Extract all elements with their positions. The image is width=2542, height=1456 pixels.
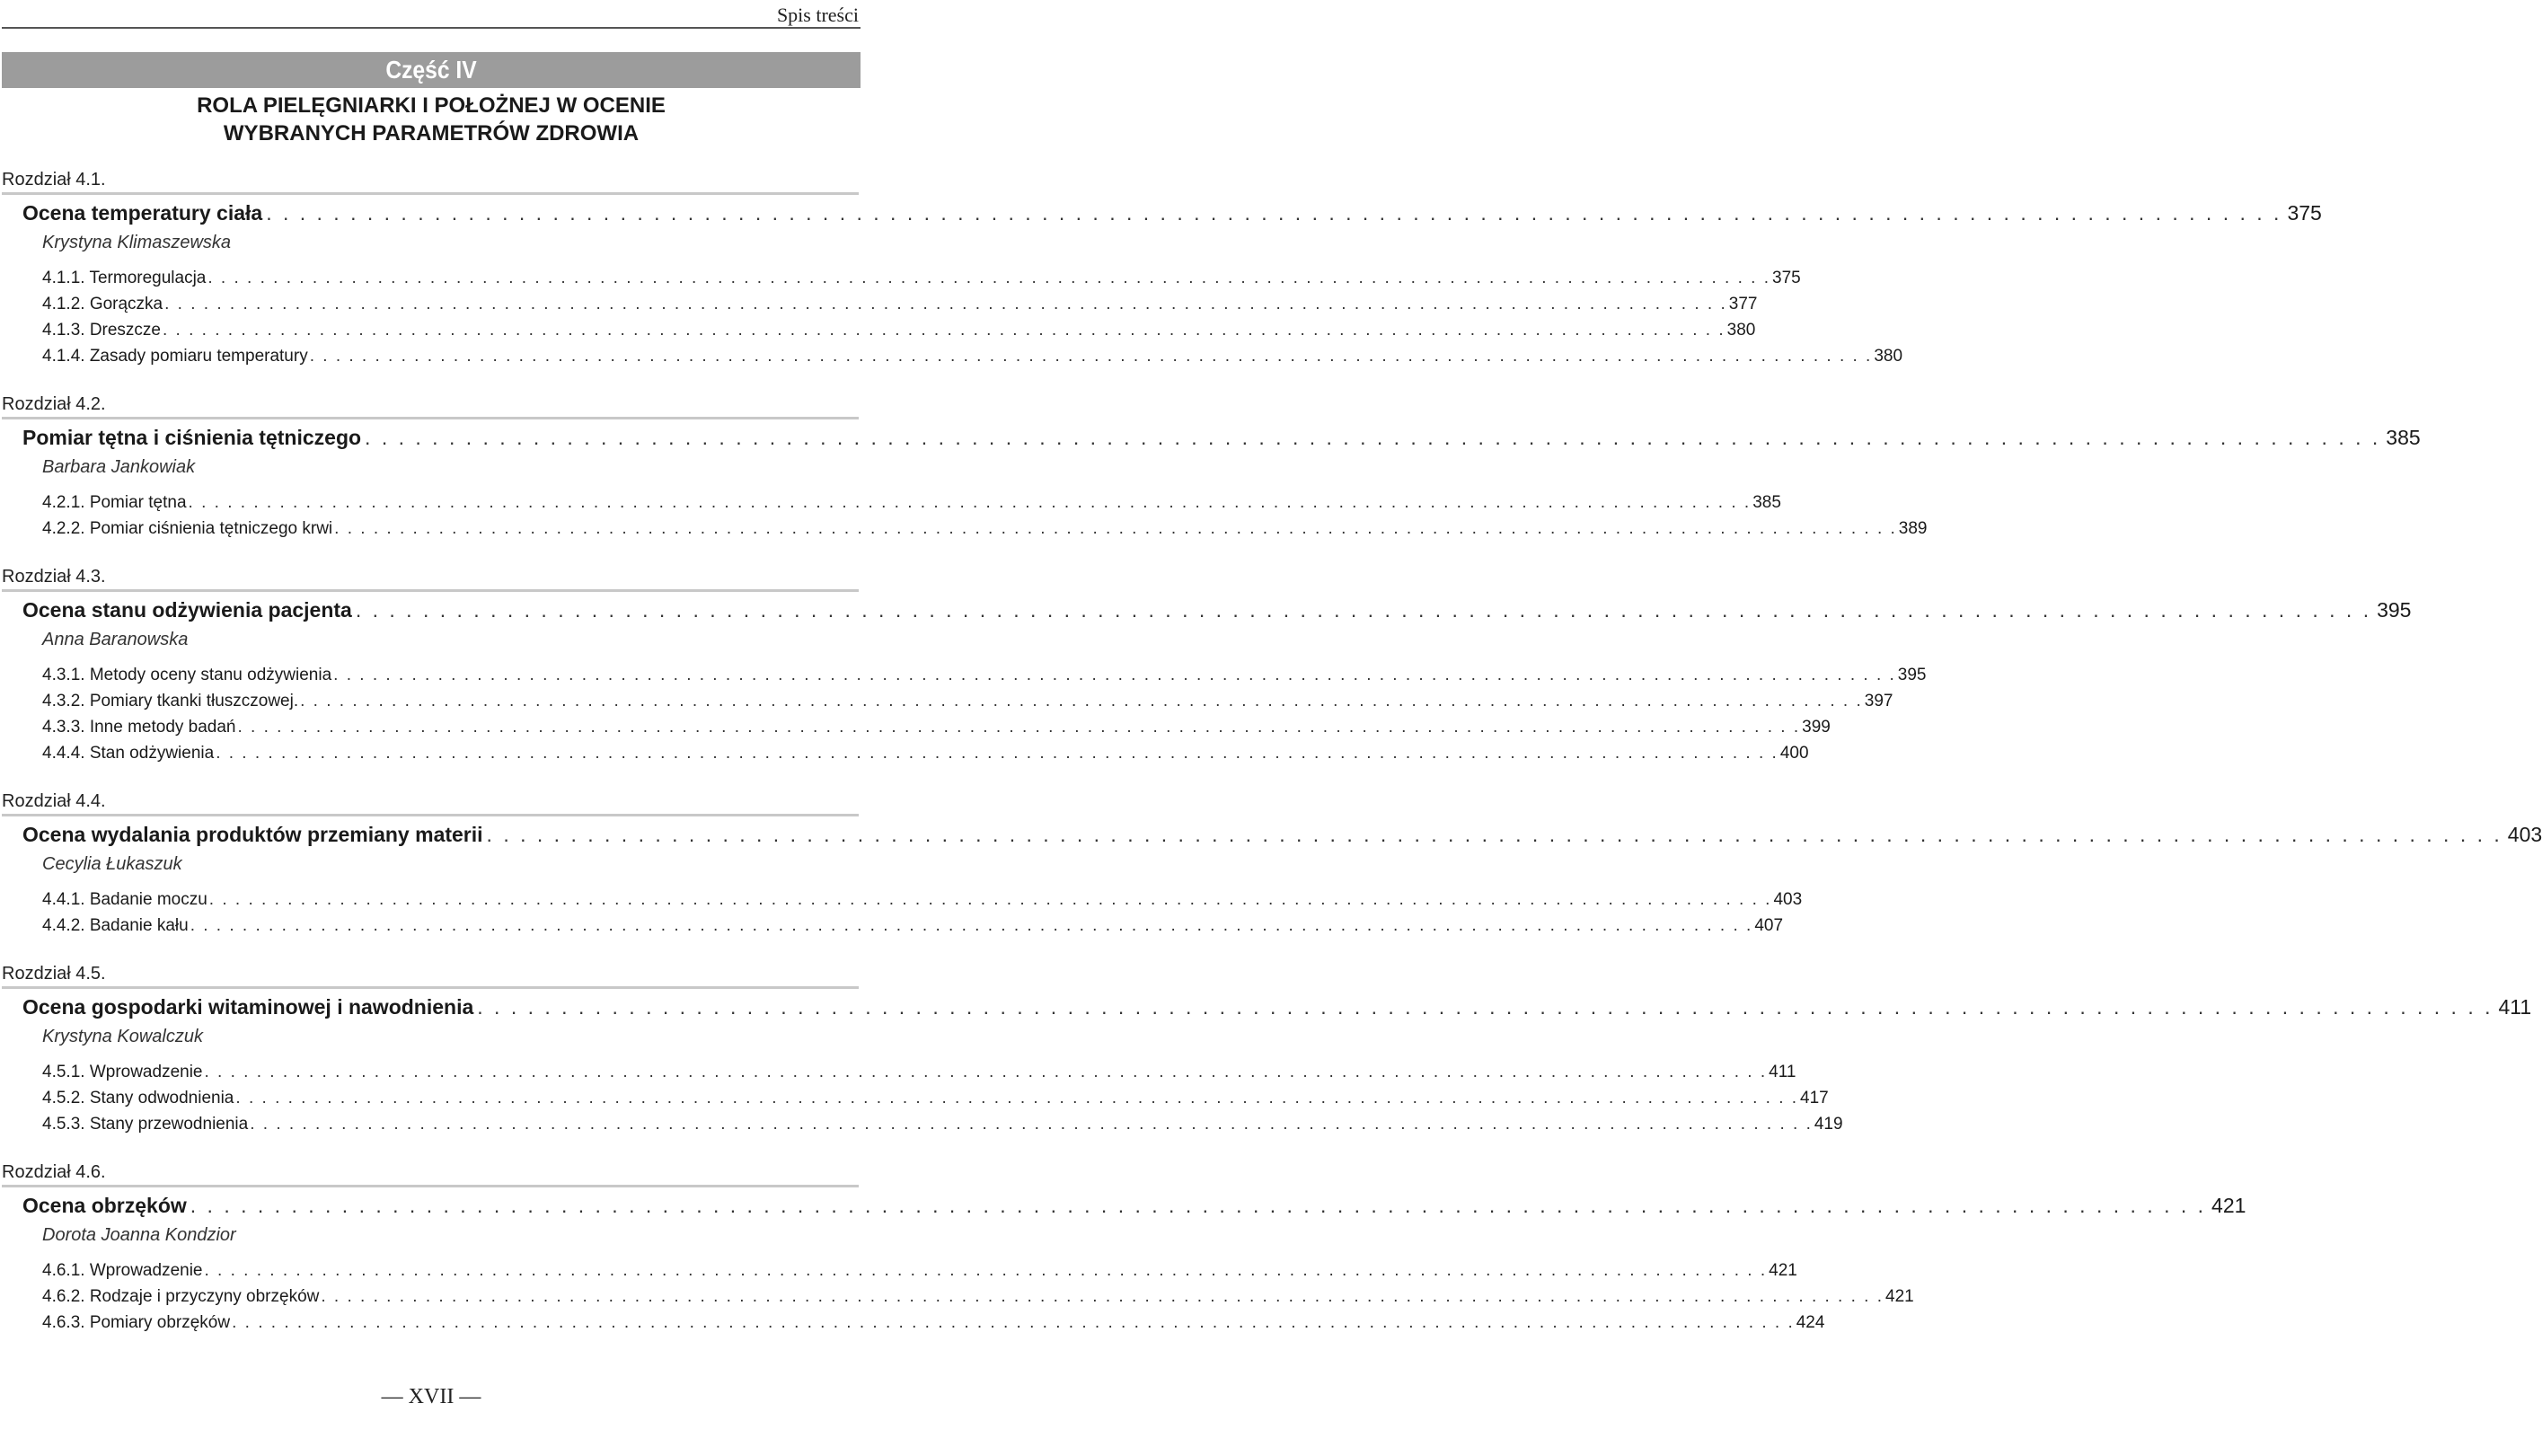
chapter-page: 395: [2377, 598, 2412, 622]
chapter-label: Rozdział 4.1.: [2, 166, 859, 195]
section-page: 389: [1898, 519, 1928, 538]
dot-leader: . . . . . . . . . . . . . . . . . . . . . . . . . . . . . . . . . . . . . . . . . . . . . . . . . . . . . . . . . . . . . . . . . . . . . . . . . . . . . . . . . . . . . . . . . . . . . . . . . . . . . . . . . . . . . . . . . . . . . . . .: [208, 890, 1772, 909]
dot-leader: . . . . . . . . . . . . . . . . . . . . . . . . . . . . . . . . . . . . . . . . . . . . . . . . . . . . . . . . . . . . . . . . . . . . . . . . . . . . . . . . . . . . . . . . . . . . . . . . . . . . . . . . . . . . . . . . . . . . . . . .: [250, 1115, 1813, 1134]
section-toc-entry[interactable]: [2, 490, 1781, 516]
section-toc-entry[interactable]: [2, 662, 1927, 688]
section-toc-entry[interactable]: [2, 343, 1903, 369]
dot-leader: . . . . . . . . . . . . . . . . . . . . . . . . . . . . . . . . . . . . . . . . . . . . . . . . . . . . . . . . . . . . . . . . . . . . . . . . . . . . . . . . . . . . . . . . . . . . . . . . . . . . . . . . . . . . . . . . . . . . . . . .: [486, 823, 2502, 846]
chapter-page: 375: [2287, 201, 2322, 225]
chapter-author: Krystyna Klimaszewska: [42, 233, 232, 252]
section-page: 419: [1814, 1115, 1843, 1134]
section-page: 397: [1864, 692, 1893, 710]
section-title: 4.1.3. Dreszcze: [42, 321, 161, 340]
part-title: [0, 92, 862, 147]
chapter-toc-entry[interactable]: [2, 195, 2322, 231]
dot-leader: . . . . . . . . . . . . . . . . . . . . . . . . . . . . . . . . . . . . . . . . . . . . . . . . . . . . . . . . . . . . . . . . . . . . . . . . . . . . . . . . . . . . . . . . . . . . . . . . . . . . . . . . . . . . . . . . . . . . . . . .: [237, 718, 1801, 737]
section-page: 421: [1769, 1261, 1797, 1280]
section-title: 4.4.1. Badanie moczu: [42, 890, 207, 909]
section-toc-entry[interactable]: [2, 1085, 1829, 1111]
dot-leader: . . . . . . . . . . . . . . . . . . . . . . . . . . . . . . . . . . . . . . . . . . . . . . . . . . . . . . . . . . . . . . . . . . . . . . . . . . . . . . . . . . . . . . . . . . . . . . . . . . . . . . . . . . . . . . . . . . . . . . . .: [164, 295, 1727, 313]
section-toc-entry[interactable]: [2, 887, 1803, 913]
section-page: 385: [1752, 493, 1781, 512]
section-title: 4.3.1. Metody oceny stanu odżywienia: [42, 666, 332, 684]
section-toc-entry[interactable]: [2, 317, 1756, 343]
section-toc-entry[interactable]: [2, 516, 1928, 542]
chapter-label: Rozdział 4.5.: [2, 960, 859, 989]
chapter-spacer: [2, 1336, 859, 1357]
chapter-toc-entry[interactable]: [2, 989, 2532, 1025]
dot-leader: . . . . . . . . . . . . . . . . . . . . . . . . . . . . . . . . . . . . . . . . . . . . . . . . . . . . . . . . . . . . . . . . . . . . . . . . . . . . . . . . . . . . . . . . . . . . . . . . . . . . . . . . . . . . . . . . . . . . . . . .: [266, 201, 2282, 225]
chapter-author: Dorota Joanna Kondzior: [42, 1225, 236, 1245]
header-rule: [2, 27, 861, 29]
section-title: 4.1.1. Termoregulacja: [42, 269, 207, 287]
chapter-label: Rozdział 4.6.: [2, 1159, 859, 1187]
section-list: [2, 482, 1928, 542]
section-toc-entry[interactable]: [2, 1059, 1796, 1085]
dot-leader: . . . . . . . . . . . . . . . . . . . . . . . . . . . . . . . . . . . . . . . . . . . . . . . . . . . . . . . . . . . . . . . . . . . . . . . . . . . . . . . . . . . . . . . . . . . . . . . . . . . . . . . . . . . . . . . . . . . . . . . .: [188, 493, 1752, 512]
section-list: [2, 1052, 1843, 1137]
section-list: [2, 258, 1903, 369]
section-title: 4.3.2. Pomiary tkanki tłuszczowej.: [42, 692, 299, 710]
section-page: 377: [1728, 295, 1758, 313]
dot-leader: . . . . . . . . . . . . . . . . . . . . . . . . . . . . . . . . . . . . . . . . . . . . . . . . . . . . . . . . . . . . . . . . . . . . . . . . . . . . . . . . . . . . . . . . . . . . . . . . . . . . . . . . . . . . . . . . . . . . . . . .: [163, 321, 1726, 340]
chapter-toc-entry[interactable]: [2, 816, 2542, 852]
chapter-page: 411: [2498, 995, 2532, 1019]
part-title-line-1: ROLA PIELĘGNIARKI I POŁOŻNEJ W OCENIE: [197, 93, 666, 118]
chapter-author: Cecylia Łukaszuk: [42, 854, 182, 874]
dot-leader: . . . . . . . . . . . . . . . . . . . . . . . . . . . . . . . . . . . . . . . . . . . . . . . . . . . . . . . . . . . . . . . . . . . . . . . . . . . . . . . . . . . . . . . . . . . . . . . . . . . . . . . . . . . . . . . . . . . . . . . .: [235, 1089, 1799, 1107]
section-list: [2, 655, 1927, 766]
section-title: 4.2.2. Pomiar ciśnienia tętniczego krwi: [42, 519, 333, 538]
section-page: 424: [1796, 1313, 1825, 1332]
chapter-author: Barbara Jankowiak: [42, 457, 196, 477]
chapter-spacer: [2, 766, 859, 788]
section-page: 380: [1726, 321, 1756, 340]
chapter-toc-entry[interactable]: [2, 1187, 2246, 1223]
section-title: 4.2.1. Pomiar tętna: [42, 493, 187, 512]
section-page: 375: [1772, 269, 1801, 287]
part-banner: [2, 52, 861, 88]
chapter-author: Anna Baranowska: [42, 630, 189, 649]
section-title: 4.5.2. Stany odwodnienia: [42, 1089, 234, 1107]
dot-leader: . . . . . . . . . . . . . . . . . . . . . . . . . . . . . . . . . . . . . . . . . . . . . . . . . . . . . . . . . . . . . . . . . . . . . . . . . . . . . . . . . . . . . . . . . . . . . . . . . . . . . . . . . . . . . . . . . . . . . . . .: [309, 347, 1873, 366]
chapter-entry: [2, 166, 2322, 391]
dot-leader: . . . . . . . . . . . . . . . . . . . . . . . . . . . . . . . . . . . . . . . . . . . . . . . . . . . . . . . . . . . . . . . . . . . . . . . . . . . . . . . . . . . . . . . . . . . . . . . . . . . . . . . . . . . . . . . . . . . . . . . .: [190, 1194, 2207, 1217]
dot-leader: . . . . . . . . . . . . . . . . . . . . . . . . . . . . . . . . . . . . . . . . . . . . . . . . . . . . . . . . . . . . . . . . . . . . . . . . . . . . . . . . . . . . . . . . . . . . . . . . . . . . . . . . . . . . . . . . . . . . . . . .: [365, 426, 2381, 449]
section-title: 4.1.2. Gorączka: [42, 295, 163, 313]
chapter-title: Pomiar tętna i ciśnienia tętniczego: [22, 426, 362, 449]
chapter-entry: [2, 788, 2542, 960]
chapter-toc-entry[interactable]: [2, 592, 2412, 628]
section-page: 417: [1800, 1089, 1829, 1107]
section-title: 4.6.3. Pomiary obrzęków: [42, 1313, 231, 1332]
chapter-entry: [2, 1159, 2246, 1357]
dot-leader: . . . . . . . . . . . . . . . . . . . . . . . . . . . . . . . . . . . . . . . . . . . . . . . . . . . . . . . . . . . . . . . . . . . . . . . . . . . . . . . . . . . . . . . . . . . . . . . . . . . . . . . . . . . . . . . . . . . . . . . .: [232, 1313, 1795, 1332]
chapter-toc-entry[interactable]: [2, 419, 2421, 455]
chapter-author: Krystyna Kowalczuk: [42, 1027, 203, 1046]
running-head: Spis treści: [776, 4, 859, 26]
dot-leader: . . . . . . . . . . . . . . . . . . . . . . . . . . . . . . . . . . . . . . . . . . . . . . . . . . . . . . . . . . . . . . . . . . . . . . . . . . . . . . . . . . . . . . . . . . . . . . . . . . . . . . . . . . . . . . . . . . . . . . . .: [204, 1063, 1768, 1081]
section-page: 403: [1773, 890, 1803, 909]
dot-leader: . . . . . . . . . . . . . . . . . . . . . . . . . . . . . . . . . . . . . . . . . . . . . . . . . . . . . . . . . . . . . . . . . . . . . . . . . . . . . . . . . . . . . . . . . . . . . . . . . . . . . . . . . . . . . . . . . . . . . . . .: [300, 692, 1863, 710]
section-toc-entry[interactable]: [2, 688, 1893, 714]
section-toc-entry[interactable]: [2, 265, 1801, 291]
dot-leader: . . . . . . . . . . . . . . . . . . . . . . . . . . . . . . . . . . . . . . . . . . . . . . . . . . . . . . . . . . . . . . . . . . . . . . . . . . . . . . . . . . . . . . . . . . . . . . . . . . . . . . . . . . . . . . . . . . . . . . . .: [333, 666, 1896, 684]
section-title: 4.6.1. Wprowadzenie: [42, 1261, 203, 1280]
section-title: 4.5.3. Stany przewodnienia: [42, 1115, 249, 1134]
dot-leader: . . . . . . . . . . . . . . . . . . . . . . . . . . . . . . . . . . . . . . . . . . . . . . . . . . . . . . . . . . . . . . . . . . . . . . . . . . . . . . . . . . . . . . . . . . . . . . . . . . . . . . . . . . . . . . . . . . . . . . . .: [190, 916, 1753, 935]
part-label: Część IV: [385, 56, 477, 84]
chapter-page: 385: [2386, 426, 2421, 449]
chapter-page: 421: [2211, 1194, 2246, 1217]
section-page: 407: [1754, 916, 1784, 935]
chapter-title: Ocena obrzęków: [22, 1194, 187, 1217]
page-number: — XVII —: [381, 1385, 481, 1408]
section-page: 380: [1874, 347, 1903, 366]
section-toc-entry[interactable]: [2, 291, 1758, 317]
section-page: 400: [1779, 744, 1809, 763]
section-title: 4.4.4. Stan odżywienia: [42, 744, 215, 763]
section-page: 421: [1885, 1287, 1914, 1306]
section-toc-entry[interactable]: [2, 740, 1809, 766]
dot-leader: . . . . . . . . . . . . . . . . . . . . . . . . . . . . . . . . . . . . . . . . . . . . . . . . . . . . . . . . . . . . . . . . . . . . . . . . . . . . . . . . . . . . . . . . . . . . . . . . . . . . . . . . . . . . . . . . . . . . . . . .: [216, 744, 1779, 763]
section-toc-entry[interactable]: [2, 1111, 1843, 1137]
section-page: 395: [1897, 666, 1927, 684]
dot-leader: . . . . . . . . . . . . . . . . . . . . . . . . . . . . . . . . . . . . . . . . . . . . . . . . . . . . . . . . . . . . . . . . . . . . . . . . . . . . . . . . . . . . . . . . . . . . . . . . . . . . . . . . . . . . . . . . . . . . . . . .: [207, 269, 1771, 287]
section-list: [2, 879, 1803, 939]
section-toc-entry[interactable]: [2, 1257, 1797, 1284]
chapter-title: Ocena stanu odżywienia pacjenta: [22, 598, 352, 622]
section-page: 411: [1769, 1063, 1796, 1081]
dot-leader: . . . . . . . . . . . . . . . . . . . . . . . . . . . . . . . . . . . . . . . . . . . . . . . . . . . . . . . . . . . . . . . . . . . . . . . . . . . . . . . . . . . . . . . . . . . . . . . . . . . . . . . . . . . . . . . . . . . . . . . .: [204, 1261, 1768, 1280]
section-title: 4.6.2. Rodzaje i przyczyny obrzęków: [42, 1287, 320, 1306]
chapter-entry: [2, 563, 2412, 788]
chapter-spacer: [2, 369, 859, 391]
chapter-page: 403: [2507, 823, 2542, 846]
chapter-title: Ocena gospodarki witaminowej i nawodnienia: [22, 995, 474, 1019]
chapter-spacer: [2, 542, 859, 563]
part-title-line-2: WYBRANYCH PARAMETRÓW ZDROWIA: [223, 121, 640, 146]
chapter-label: Rozdział 4.2.: [2, 391, 859, 419]
section-title: 4.1.4. Zasady pomiaru temperatury: [42, 347, 308, 366]
chapter-label: Rozdział 4.3.: [2, 563, 859, 592]
chapter-entry: [2, 960, 2532, 1159]
chapter-title: Ocena wydalania produktów przemiany materii: [22, 823, 483, 846]
dot-leader: . . . . . . . . . . . . . . . . . . . . . . . . . . . . . . . . . . . . . . . . . . . . . . . . . . . . . . . . . . . . . . . . . . . . . . . . . . . . . . . . . . . . . . . . . . . . . . . . . . . . . . . . . . . . . . . . . . . . . . . .: [355, 598, 2372, 622]
chapter-spacer: [2, 939, 859, 960]
section-title: 4.5.1. Wprowadzenie: [42, 1063, 203, 1081]
section-page: 399: [1802, 718, 1831, 737]
section-title: 4.4.2. Badanie kału: [42, 916, 189, 935]
section-title: 4.3.3. Inne metody badań: [42, 718, 236, 737]
chapter-title: Ocena temperatury ciała: [22, 201, 263, 225]
section-toc-entry[interactable]: [2, 714, 1831, 740]
section-toc-entry[interactable]: [2, 1310, 1825, 1336]
section-list: [2, 1250, 1914, 1336]
dot-leader: . . . . . . . . . . . . . . . . . . . . . . . . . . . . . . . . . . . . . . . . . . . . . . . . . . . . . . . . . . . . . . . . . . . . . . . . . . . . . . . . . . . . . . . . . . . . . . . . . . . . . . . . . . . . . . . . . . . . . . . .: [321, 1287, 1884, 1306]
dot-leader: . . . . . . . . . . . . . . . . . . . . . . . . . . . . . . . . . . . . . . . . . . . . . . . . . . . . . . . . . . . . . . . . . . . . . . . . . . . . . . . . . . . . . . . . . . . . . . . . . . . . . . . . . . . . . . . . . . . . . . . .: [477, 995, 2493, 1019]
chapter-label: Rozdział 4.4.: [2, 788, 859, 816]
chapter-spacer: [2, 1137, 859, 1159]
chapter-entry: [2, 391, 2421, 563]
section-toc-entry[interactable]: [2, 1284, 1914, 1310]
table-of-contents: [2, 166, 2542, 1357]
section-toc-entry[interactable]: [2, 913, 1784, 939]
dot-leader: . . . . . . . . . . . . . . . . . . . . . . . . . . . . . . . . . . . . . . . . . . . . . . . . . . . . . . . . . . . . . . . . . . . . . . . . . . . . . . . . . . . . . . . . . . . . . . . . . . . . . . . . . . . . . . . . . . . . . . . .: [334, 519, 1897, 538]
